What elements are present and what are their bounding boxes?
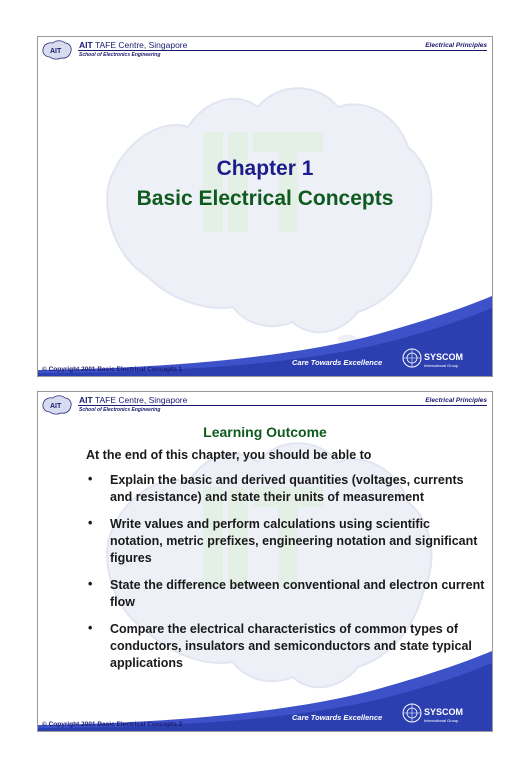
motto: Care Towards Excellence	[292, 713, 383, 722]
school-name: School of Electronics Engineering	[79, 52, 161, 58]
ait-logo-icon	[40, 394, 74, 416]
bullet-icon: •	[88, 621, 93, 635]
motto: Care Towards Excellence	[292, 358, 383, 367]
header-divider	[78, 405, 487, 406]
org-name: AIT TAFE Centre, Singapore	[79, 395, 188, 405]
logo-text: AIT	[50, 403, 62, 410]
list-item-text: Write values and perform calculations using scientific notation, metric prefixes, engineering notation and significant figures	[110, 517, 478, 565]
ait-logo-icon	[40, 39, 74, 61]
list-item-text: State the difference between conventional and electron current flow	[110, 578, 485, 609]
slide-header	[38, 37, 492, 61]
copyright-footer: © Copyright 2001 Basic Electrical Concepts 1	[42, 366, 183, 373]
bullet-icon: •	[88, 577, 93, 591]
syscom-sub: International Group	[424, 363, 459, 368]
learning-outcome-intro: At the end of this chapter, you should be able to	[86, 448, 372, 462]
course-name: Electrical Principles	[425, 397, 487, 404]
syscom-name: SYSCOM	[424, 352, 464, 362]
bullet-icon: •	[88, 472, 93, 486]
list-item	[86, 577, 486, 611]
course-name: Electrical Principles	[425, 42, 487, 49]
syscom-logo-icon	[402, 346, 478, 370]
copyright-footer: © Copyright 2001 Basic Electrical Concepts 2	[42, 721, 183, 728]
slide-2	[37, 391, 493, 732]
slide-1	[37, 36, 493, 377]
bullet-icon: •	[88, 516, 93, 530]
header-divider	[78, 50, 487, 51]
chapter-number: Chapter 1	[216, 157, 314, 180]
logo-text: AIT	[50, 48, 62, 55]
syscom-logo-icon	[402, 701, 478, 725]
syscom-sub: International Group	[424, 718, 459, 723]
list-item	[86, 516, 486, 567]
syscom-name: SYSCOM	[424, 707, 464, 717]
chapter-title: Basic Electrical Concepts	[136, 187, 394, 210]
slide-header	[38, 392, 492, 416]
org-name: AIT TAFE Centre, Singapore	[79, 40, 188, 50]
list-item	[86, 472, 486, 506]
list-item-text: Explain the basic and derived quantities (voltages, currents and resistance) and state their units of measurement	[110, 473, 464, 504]
learning-outcome-heading: Learning Outcome	[203, 424, 327, 440]
school-name: School of Electronics Engineering	[79, 407, 161, 413]
list-item-text: Compare the electrical characteristics of common types of conductors, insulators and semiconductors and state typical applications	[110, 622, 472, 670]
